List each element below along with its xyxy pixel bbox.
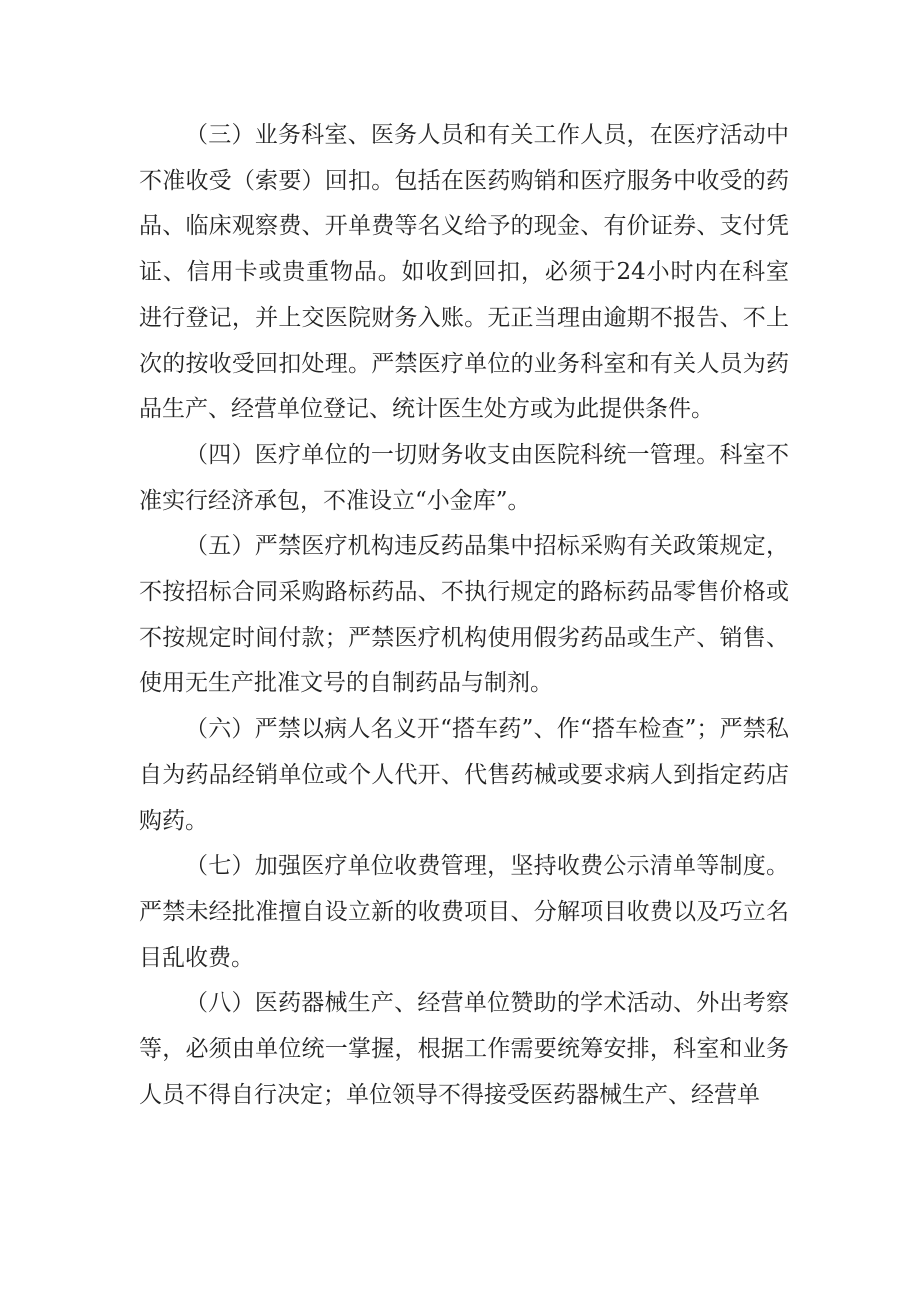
paragraph-8: （八）医药器械生产、经营单位赞助的学术活动、外出考察等，必须由单位统一掌握，根据工作需要统筹安排，科室和业务人员不得自行决定；单位领导不得接受医药器械生产、经营单	[139, 990, 789, 1108]
paragraph-3: （三）业务科室、医务人员和有关工作人员，在医疗活动中不准收受（索要）回扣。包括在医药购销和医疗服务中收受的药品、临床观察费、开单费等名义给予的现金、有价证券、支付凭证、信用卡或贵重物品。如收到回扣，必须于24小时内在科室进行登记，并上交医院财务入账。无正当理由逾期不报告、不上次的按收受回扣处理。严禁医疗单位的业务科室和有关人员为药品生产、经营单位登记、统计医生处方或为此提供条件。	[139, 122, 789, 423]
document-body	[139, 113, 789, 1118]
paragraph-5: （五）严禁医疗机构违反药品集中招标采购有关政策规定，不按招标合同采购路标药品、不执行规定的路标药品零售价格或不按规定时间付款；严禁医疗机构使用假劣药品或生产、销售、使用无生产批准文号的自制药品与制剂。	[139, 533, 789, 697]
paragraph-6: （六）严禁以病人名义开“搭车药”、作“搭车检查”；严禁私自为药品经销单位或个人代开、代售药械或要求病人到指定药店购药。	[139, 716, 789, 834]
paragraph-7: （七）加强医疗单位收费管理，坚持收费公示清单等制度。严禁未经批准擅自设立新的收费项目、分解项目收费以及巧立名目乱收费。	[139, 853, 789, 971]
paragraph-4: （四）医疗单位的一切财务收支由医院科统一管理。科室不准实行经济承包，不准设立“小金库”。	[139, 441, 789, 514]
